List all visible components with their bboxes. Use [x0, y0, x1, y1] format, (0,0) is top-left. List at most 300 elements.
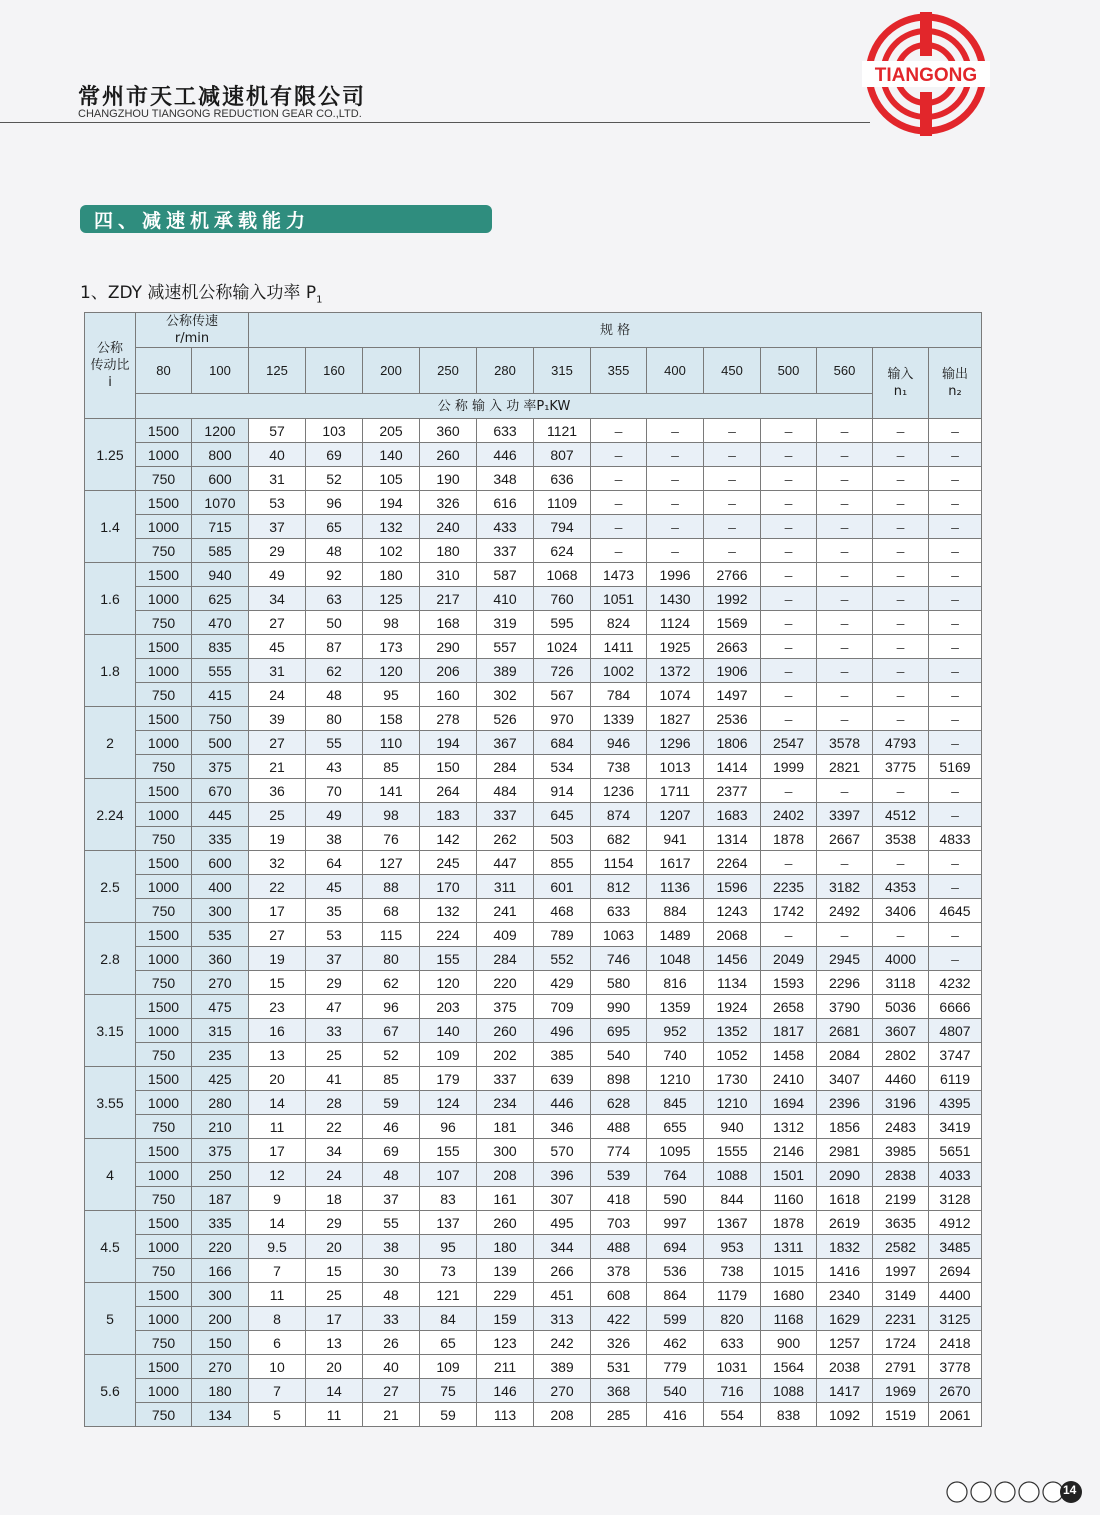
power-value-cell: 682	[591, 827, 647, 851]
power-value-cell: 1063	[591, 923, 647, 947]
logo-wordmark: TIANGONG	[874, 65, 978, 86]
power-value-cell: 1051	[591, 587, 647, 611]
power-value-cell: 29	[306, 971, 363, 995]
power-value-cell: 85	[363, 755, 420, 779]
power-value-cell: –	[817, 923, 873, 947]
power-value-cell: –	[647, 419, 704, 443]
power-value-cell: 1210	[704, 1091, 761, 1115]
power-value-cell: 1124	[647, 611, 704, 635]
output-speed-cell: 315	[192, 1019, 249, 1043]
power-value-cell: 132	[363, 515, 420, 539]
power-value-cell: –	[761, 419, 817, 443]
power-value-cell: 952	[647, 1019, 704, 1043]
power-value-cell: –	[873, 587, 929, 611]
table-row	[85, 875, 982, 899]
table-row	[85, 1019, 982, 1043]
power-value-cell: 608	[591, 1283, 647, 1307]
power-value-cell: 208	[477, 1163, 534, 1187]
input-speed-label: 输入	[887, 367, 914, 382]
table-row	[85, 851, 982, 875]
size-header-560: 560	[817, 348, 873, 394]
power-value-cell: 3538	[873, 827, 929, 851]
power-value-cell: 1136	[647, 875, 704, 899]
power-value-cell: 27	[363, 1379, 420, 1403]
power-value-cell: 812	[591, 875, 647, 899]
power-value-cell: 1257	[817, 1331, 873, 1355]
power-value-cell: 2483	[873, 1115, 929, 1139]
input-speed-cell: 750	[136, 971, 192, 995]
power-value-cell: 418	[591, 1187, 647, 1211]
power-value-cell: 1024	[534, 635, 591, 659]
power-value-cell: 19	[249, 947, 306, 971]
power-value-cell: 1992	[704, 587, 761, 611]
power-value-cell: –	[873, 923, 929, 947]
output-speed-cell: 475	[192, 995, 249, 1019]
power-value-cell: 1048	[647, 947, 704, 971]
ratio-cell: 5	[85, 1283, 136, 1355]
output-speed-cell: 625	[192, 587, 249, 611]
power-value-cell: 740	[647, 1043, 704, 1067]
power-value-cell: 190	[420, 467, 477, 491]
power-value-cell: 941	[647, 827, 704, 851]
power-value-cell: –	[929, 947, 982, 971]
power-value-cell: 536	[647, 1259, 704, 1283]
power-value-cell: 173	[363, 635, 420, 659]
power-value-cell: 3778	[929, 1355, 982, 1379]
output-speed-cell: 470	[192, 611, 249, 635]
input-speed-cell: 1500	[136, 851, 192, 875]
power-value-cell: –	[817, 683, 873, 707]
ratio-cell: 4	[85, 1139, 136, 1211]
power-value-cell: 570	[534, 1139, 591, 1163]
power-value-cell: 1154	[591, 851, 647, 875]
section-title: 四、减速机承载能力	[94, 210, 311, 232]
ratio-cell: 5.6	[85, 1355, 136, 1427]
section-bar	[80, 205, 492, 233]
table-row	[85, 803, 982, 827]
power-value-cell: 1088	[704, 1163, 761, 1187]
power-value-cell: 389	[534, 1355, 591, 1379]
power-value-cell: 105	[363, 467, 420, 491]
power-value-cell: 1092	[817, 1403, 873, 1427]
power-value-cell: 997	[647, 1211, 704, 1235]
power-value-cell: 32	[249, 851, 306, 875]
power-value-cell: 5169	[929, 755, 982, 779]
table-row	[85, 1091, 982, 1115]
power-unit-header: 公 称 输 入 功 率P₁KW	[136, 394, 873, 419]
power-value-cell: 40	[363, 1355, 420, 1379]
power-value-cell: 63	[306, 587, 363, 611]
power-value-cell: 2838	[873, 1163, 929, 1187]
power-value-cell: 1367	[704, 1211, 761, 1235]
power-value-cell: 367	[477, 731, 534, 755]
power-value-cell: 270	[534, 1379, 591, 1403]
input-speed-cell: 750	[136, 1259, 192, 1283]
ratio-cell: 4.5	[85, 1211, 136, 1283]
power-value-cell: 21	[363, 1403, 420, 1427]
output-speed-cell: 585	[192, 539, 249, 563]
power-value-cell: 2061	[929, 1403, 982, 1427]
power-value-cell: –	[647, 515, 704, 539]
power-value-cell: 69	[306, 443, 363, 467]
power-value-cell: 1352	[704, 1019, 761, 1043]
power-value-cell: 234	[477, 1091, 534, 1115]
power-value-cell: 1617	[647, 851, 704, 875]
table-row	[85, 923, 982, 947]
power-value-cell: 1068	[534, 563, 591, 587]
power-value-cell: 1312	[761, 1115, 817, 1139]
input-speed-cell: 750	[136, 467, 192, 491]
power-value-cell: 155	[420, 1139, 477, 1163]
power-value-cell: 17	[249, 899, 306, 923]
power-value-cell: 313	[534, 1307, 591, 1331]
power-value-cell: 1430	[647, 587, 704, 611]
power-value-cell: 9	[249, 1187, 306, 1211]
power-value-cell: –	[929, 587, 982, 611]
output-speed-cell: 134	[192, 1403, 249, 1427]
input-speed-cell: 750	[136, 539, 192, 563]
power-value-cell: 2694	[929, 1259, 982, 1283]
power-value-cell: 22	[249, 875, 306, 899]
power-value-cell: 2084	[817, 1043, 873, 1067]
output-speed-cell: 940	[192, 563, 249, 587]
power-value-cell: 2492	[817, 899, 873, 923]
power-value-cell: 284	[477, 755, 534, 779]
power-value-cell: 1296	[647, 731, 704, 755]
power-value-cell: 180	[477, 1235, 534, 1259]
output-speed-cell: 220	[192, 1235, 249, 1259]
input-speed-cell: 1500	[136, 1139, 192, 1163]
power-value-cell: 1683	[704, 803, 761, 827]
power-value-cell: 824	[591, 611, 647, 635]
power-value-cell: –	[817, 587, 873, 611]
power-value-cell: 1473	[591, 563, 647, 587]
power-value-cell: 1817	[761, 1019, 817, 1043]
power-value-cell: 12	[249, 1163, 306, 1187]
table-row	[85, 1187, 982, 1211]
power-value-cell: 168	[420, 611, 477, 635]
power-value-cell: 95	[363, 683, 420, 707]
power-value-cell: 47	[306, 995, 363, 1019]
size-header-355: 355	[591, 348, 647, 394]
input-speed-cell: 1000	[136, 1379, 192, 1403]
power-value-cell: –	[591, 467, 647, 491]
power-value-cell: –	[929, 851, 982, 875]
power-value-cell: 96	[363, 995, 420, 1019]
power-value-cell: 645	[534, 803, 591, 827]
power-value-cell: 1969	[873, 1379, 929, 1403]
power-value-cell: 300	[477, 1139, 534, 1163]
power-value-cell: 55	[306, 731, 363, 755]
company-name-cn: 常州市天工减速机有限公司	[78, 85, 367, 110]
table-row	[85, 515, 982, 539]
power-value-cell: 92	[306, 563, 363, 587]
power-value-cell: 1236	[591, 779, 647, 803]
power-value-cell: 1052	[704, 1043, 761, 1067]
power-value-cell: –	[761, 539, 817, 563]
input-speed-cell: 1000	[136, 1091, 192, 1115]
power-value-cell: –	[817, 539, 873, 563]
output-speed-cell: 200	[192, 1307, 249, 1331]
power-value-cell: 1031	[704, 1355, 761, 1379]
power-value-cell: 194	[420, 731, 477, 755]
power-value-cell: 20	[306, 1355, 363, 1379]
power-value-cell: –	[929, 419, 982, 443]
power-value-cell: –	[647, 443, 704, 467]
power-value-cell: 37	[363, 1187, 420, 1211]
ratio-header	[85, 313, 136, 419]
power-value-cell: 1015	[761, 1259, 817, 1283]
ratio-cell: 1.6	[85, 563, 136, 635]
power-value-cell: –	[929, 731, 982, 755]
power-value-cell: 3196	[873, 1091, 929, 1115]
output-speed-cell: 800	[192, 443, 249, 467]
power-value-cell: 7	[249, 1259, 306, 1283]
power-value-cell: 38	[363, 1235, 420, 1259]
power-value-cell: –	[591, 515, 647, 539]
power-value-cell: 120	[363, 659, 420, 683]
power-value-cell: –	[704, 539, 761, 563]
table-row	[85, 1379, 982, 1403]
power-value-cell: 2681	[817, 1019, 873, 1043]
power-value-cell: 2402	[761, 803, 817, 827]
power-value-cell: 98	[363, 611, 420, 635]
table-row	[85, 995, 982, 1019]
size-header-125: 125	[249, 348, 306, 394]
power-value-cell: 633	[704, 1331, 761, 1355]
power-value-cell: 62	[363, 971, 420, 995]
power-value-cell: 1569	[704, 611, 761, 635]
power-value-cell: 2038	[817, 1355, 873, 1379]
power-value-cell: 284	[477, 947, 534, 971]
power-value-cell: 23	[249, 995, 306, 1019]
power-value-cell: 488	[591, 1235, 647, 1259]
power-value-cell: 1417	[817, 1379, 873, 1403]
page-dot-1	[947, 1482, 967, 1502]
power-value-cell: 266	[534, 1259, 591, 1283]
power-value-cell: 760	[534, 587, 591, 611]
power-value-cell: 27	[249, 731, 306, 755]
power-value-cell: –	[704, 467, 761, 491]
table-row	[85, 947, 982, 971]
power-value-cell: 2821	[817, 755, 873, 779]
output-speed-cell: 835	[192, 635, 249, 659]
speed-header-line2: r/min	[174, 331, 210, 346]
power-value-cell: 155	[420, 947, 477, 971]
power-value-cell: 1339	[591, 707, 647, 731]
output-speed-cell: 210	[192, 1115, 249, 1139]
power-value-cell: 2231	[873, 1307, 929, 1331]
output-speed-cell: 335	[192, 827, 249, 851]
power-value-cell: 2410	[761, 1067, 817, 1091]
output-speed-cell: 425	[192, 1067, 249, 1091]
power-value-cell: 639	[534, 1067, 591, 1091]
power-value-cell: 3419	[929, 1115, 982, 1139]
power-value-cell: 6119	[929, 1067, 982, 1091]
output-speed-cell: 1200	[192, 419, 249, 443]
table-row	[85, 443, 982, 467]
input-speed-cell: 1000	[136, 587, 192, 611]
power-value-cell: 3485	[929, 1235, 982, 1259]
power-value-cell: 5651	[929, 1139, 982, 1163]
power-value-cell: –	[761, 491, 817, 515]
subtitle-subscript: 1	[316, 294, 323, 306]
power-value-cell: 738	[591, 755, 647, 779]
power-value-cell: 15	[306, 1259, 363, 1283]
power-value-cell: 10	[249, 1355, 306, 1379]
power-value-cell: 326	[420, 491, 477, 515]
table-row	[85, 1067, 982, 1091]
power-value-cell: 3747	[929, 1043, 982, 1067]
power-value-cell: –	[817, 611, 873, 635]
power-value-cell: 1629	[817, 1307, 873, 1331]
power-value-cell: 29	[306, 1211, 363, 1235]
output-speed-cell: 600	[192, 851, 249, 875]
page-dot-3	[995, 1482, 1015, 1502]
power-value-cell: 2547	[761, 731, 817, 755]
power-value-cell: 220	[477, 971, 534, 995]
power-value-cell: 27	[249, 611, 306, 635]
power-value-cell: 368	[591, 1379, 647, 1403]
power-value-cell: 451	[534, 1283, 591, 1307]
table-row	[85, 779, 982, 803]
power-value-cell: –	[817, 563, 873, 587]
power-value-cell: 260	[477, 1211, 534, 1235]
power-value-cell: 884	[647, 899, 704, 923]
power-value-cell: 484	[477, 779, 534, 803]
output-speed-cell: 235	[192, 1043, 249, 1067]
table-row	[85, 1139, 982, 1163]
power-value-cell: 311	[477, 875, 534, 899]
power-value-cell: 302	[477, 683, 534, 707]
power-value-cell: 2658	[761, 995, 817, 1019]
power-value-cell: –	[817, 779, 873, 803]
power-value-cell: 290	[420, 635, 477, 659]
power-value-cell: 142	[420, 827, 477, 851]
power-value-cell: 447	[477, 851, 534, 875]
power-value-cell: 874	[591, 803, 647, 827]
input-speed-cell: 750	[136, 827, 192, 851]
size-header-315: 315	[534, 348, 591, 394]
output-speed-cell: 400	[192, 875, 249, 899]
power-value-cell: 716	[704, 1379, 761, 1403]
power-value-cell: –	[761, 587, 817, 611]
output-speed-cell: 445	[192, 803, 249, 827]
power-value-cell: 2582	[873, 1235, 929, 1259]
power-value-cell: 1925	[647, 635, 704, 659]
power-value-cell: 95	[420, 1235, 477, 1259]
power-value-cell: 2264	[704, 851, 761, 875]
power-value-cell: 29	[249, 539, 306, 563]
table-row	[85, 611, 982, 635]
power-value-cell: 2146	[761, 1139, 817, 1163]
output-speed-cell: 360	[192, 947, 249, 971]
power-value-cell: 4793	[873, 731, 929, 755]
power-value-cell: 1109	[534, 491, 591, 515]
power-value-cell: 120	[420, 971, 477, 995]
output-speed-cell: 535	[192, 923, 249, 947]
power-value-cell: 633	[591, 899, 647, 923]
power-value-cell: –	[761, 923, 817, 947]
power-value-cell: 337	[477, 803, 534, 827]
table-row	[85, 635, 982, 659]
input-speed-cell: 1500	[136, 779, 192, 803]
logo-crossbar-top	[920, 12, 932, 56]
power-value-cell: 590	[647, 1187, 704, 1211]
power-value-cell: 348	[477, 467, 534, 491]
power-value-cell: 1314	[704, 827, 761, 851]
output-speed-header	[929, 348, 982, 419]
size-header-160: 160	[306, 348, 363, 394]
power-value-cell: 88	[363, 875, 420, 899]
power-value-cell: –	[929, 443, 982, 467]
header-divider	[0, 122, 870, 123]
power-value-cell: 3125	[929, 1307, 982, 1331]
power-value-cell: 914	[534, 779, 591, 803]
table-row	[85, 1307, 982, 1331]
power-value-cell: 337	[477, 1067, 534, 1091]
power-value-cell: 1160	[761, 1187, 817, 1211]
company-name-en: CHANGZHOU TIANGONG REDUCTION GEAR CO.,LTD.	[78, 108, 362, 120]
table-row	[85, 755, 982, 779]
power-value-cell: 85	[363, 1067, 420, 1091]
ratio-cell: 3.15	[85, 995, 136, 1067]
power-value-cell: 140	[363, 443, 420, 467]
table-row	[85, 491, 982, 515]
table-row	[85, 1235, 982, 1259]
power-value-cell: 68	[363, 899, 420, 923]
power-value-cell: 180	[363, 563, 420, 587]
ratio-header-line3: i	[108, 375, 112, 390]
power-value-cell: 378	[591, 1259, 647, 1283]
power-value-cell: 310	[420, 563, 477, 587]
input-speed-cell: 750	[136, 1115, 192, 1139]
power-value-cell: 1680	[761, 1283, 817, 1307]
size-header-500: 500	[761, 348, 817, 394]
input-speed-cell: 1000	[136, 803, 192, 827]
power-value-cell: 4033	[929, 1163, 982, 1187]
power-value-cell: 15	[249, 971, 306, 995]
power-value-cell: 113	[477, 1403, 534, 1427]
power-value-cell: 24	[306, 1163, 363, 1187]
power-value-cell: 416	[647, 1403, 704, 1427]
power-value-cell: 65	[306, 515, 363, 539]
power-value-cell: –	[929, 707, 982, 731]
power-value-cell: –	[817, 443, 873, 467]
size-header-250: 250	[420, 348, 477, 394]
power-value-cell: 1497	[704, 683, 761, 707]
power-value-cell: 1013	[647, 755, 704, 779]
input-speed-cell: 1500	[136, 1067, 192, 1091]
power-value-cell: –	[817, 491, 873, 515]
power-value-cell: 1827	[647, 707, 704, 731]
power-value-cell: –	[704, 419, 761, 443]
power-value-cell: 636	[534, 467, 591, 491]
power-value-cell: –	[929, 635, 982, 659]
input-speed-cell: 1000	[136, 1307, 192, 1331]
table-row	[85, 539, 982, 563]
power-value-cell: 107	[420, 1163, 477, 1187]
power-value-cell: –	[704, 491, 761, 515]
power-value-cell: 2536	[704, 707, 761, 731]
power-value-cell: 4512	[873, 803, 929, 827]
power-value-cell: –	[761, 779, 817, 803]
power-value-cell: 75	[420, 1379, 477, 1403]
table-row	[85, 731, 982, 755]
power-value-cell: –	[873, 515, 929, 539]
power-value-cell: 616	[477, 491, 534, 515]
power-value-cell: 900	[761, 1331, 817, 1355]
